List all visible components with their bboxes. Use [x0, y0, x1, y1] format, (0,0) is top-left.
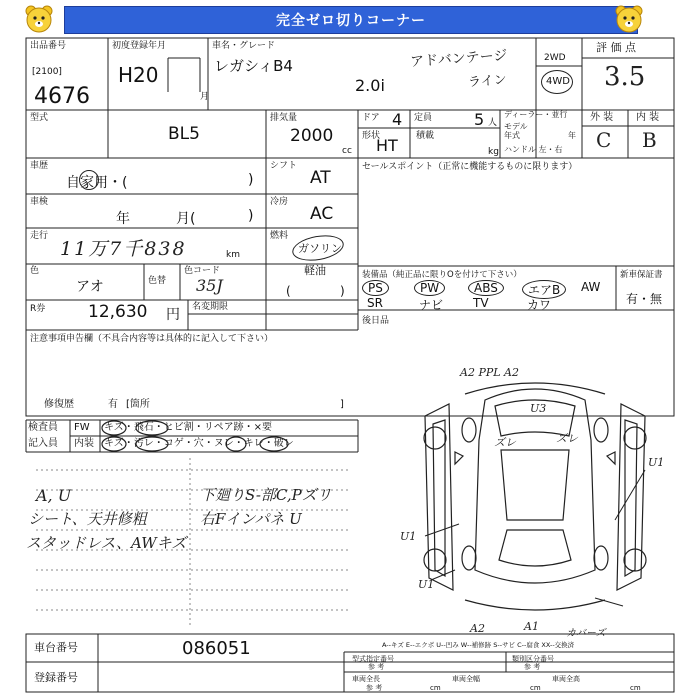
- fuel-paren: (: [286, 284, 291, 298]
- diagram-u3: U3: [530, 402, 547, 415]
- interior-label: 内 装: [636, 112, 660, 123]
- shaken-year: 年: [116, 211, 130, 227]
- mileage-handwritten: 11万7千838: [60, 238, 187, 260]
- grade-handwritten-2: ライン: [467, 72, 508, 91]
- doors-value: 4: [392, 110, 403, 129]
- month-unit: 月: [200, 92, 210, 102]
- diagram-a2-bottom: A2: [470, 622, 485, 635]
- history-value: 自家用・(: [66, 175, 128, 191]
- chassis-label: 車台番号: [34, 641, 78, 654]
- history-close: ): [248, 172, 254, 188]
- drive-2wd: 2WD: [544, 53, 566, 63]
- exterior-label: 外 装: [590, 112, 614, 123]
- exterior-items: キズ・飛石・ヒビ割・リペア跡・×要: [104, 422, 272, 433]
- color-value: アオ: [76, 279, 104, 295]
- shift-value: AT: [310, 168, 331, 188]
- reference-label-2: 参 考: [524, 663, 541, 671]
- equip-item-2: TV: [473, 296, 489, 310]
- interior-value: B: [642, 128, 657, 152]
- yen-unit: 円: [166, 307, 180, 323]
- home-circle-mark: [79, 170, 99, 190]
- color-change-label: 色替: [148, 276, 167, 286]
- year-value: H20: [118, 63, 159, 87]
- shape-label: 形状: [362, 131, 381, 141]
- model-label: 型式: [30, 113, 49, 123]
- sales-point-label: セールスポイント（正常に機能するものに限ります）: [362, 162, 578, 172]
- color-label: 色: [30, 266, 40, 276]
- diagram-zure-right: ズレ: [556, 432, 578, 445]
- kg-unit: kg: [488, 147, 499, 157]
- year-unit: 年: [568, 131, 576, 140]
- cm-unit-1: cm: [430, 684, 441, 692]
- model-year-label-2: 年式: [504, 131, 520, 140]
- grade-handwritten: アドバンテージ: [409, 47, 508, 71]
- shape-value: HT: [376, 136, 398, 155]
- doors-label: ドア: [362, 113, 380, 123]
- person-unit: 人: [488, 118, 498, 128]
- car-damage-diagram: [395, 360, 675, 630]
- equip-item-3: カワ: [527, 298, 552, 312]
- diagram-u1-lower: U1: [418, 578, 435, 591]
- car-name-value: レガシィB4: [214, 57, 293, 75]
- drive-4wd: 4WD: [546, 76, 570, 87]
- fw-label: FW: [74, 422, 90, 433]
- fuel-paren-close: ): [340, 284, 345, 298]
- repair-close: ]: [340, 399, 344, 410]
- load-label: 積載: [416, 131, 435, 141]
- recycle-value: 12,630: [88, 302, 148, 322]
- exterior-value: C: [596, 128, 612, 152]
- remark-left-1: A, U: [36, 486, 72, 505]
- lot-prefix: [2100]: [32, 67, 62, 77]
- shaken-label: 車検: [30, 197, 49, 207]
- capacity-label: 定員: [414, 113, 433, 123]
- repair-label: 修復歴: [44, 399, 74, 410]
- aircon-label: 冷房: [270, 197, 289, 207]
- diagram-top-labels: A2 PPL A2: [460, 366, 519, 379]
- type-designation-label: 型式指定番号: [352, 655, 394, 663]
- interior-label: 内装: [74, 438, 94, 449]
- recycle-label: R券: [30, 304, 46, 314]
- reference-label: 参 考: [368, 663, 385, 671]
- equip-item-2: ABS: [468, 280, 504, 296]
- repair-place: [箇所: [126, 399, 150, 410]
- score-label: 評 価 点: [596, 41, 636, 54]
- notes-label: 注意事項申告欄（不具合内容等は具体的に記入して下さい）: [30, 334, 274, 344]
- first-reg-label: 初度登録年月: [112, 41, 167, 51]
- length-label: 車両全長: [352, 675, 380, 683]
- displacement-text: 2.0i: [355, 76, 385, 95]
- equip-item-3: エアB: [522, 280, 566, 299]
- category-label: 類別区分番号: [512, 655, 554, 663]
- lot-label: 出品番号: [30, 41, 67, 51]
- interior-items: キズ・汚レ・コゲ・穴・ヌレ・キレ・破レ: [104, 438, 294, 449]
- handle-label: ハンドル 左・右: [504, 145, 563, 154]
- lot-number: 4676: [34, 84, 90, 109]
- inspector-label: 検査員: [28, 422, 58, 433]
- model-year-label: モデル: [504, 122, 528, 131]
- diagram-kaba-zu: カバーズ: [566, 628, 606, 639]
- warranty-value: 有・無: [626, 292, 663, 306]
- equip-item-0: SR: [367, 296, 383, 310]
- repair-value: 有: [108, 399, 118, 410]
- fuel-diesel: 軽油: [304, 264, 326, 277]
- color-code-label: 色コード: [184, 266, 221, 276]
- score-value: 3.5: [604, 62, 646, 92]
- reference-label-3: 参 考: [366, 684, 383, 692]
- remark-left-3: スタッドレス、AWキズ: [26, 534, 187, 552]
- banner-title: 完全ゼロ切りコーナー: [64, 6, 638, 34]
- car-name-label: 車名・グレード: [212, 41, 276, 51]
- diagram-u1-left: U1: [400, 530, 417, 543]
- equip-item-1: PW: [414, 280, 445, 296]
- plate-label: 登録番号: [34, 671, 78, 684]
- new-warranty-label: 新車保証書: [620, 270, 663, 280]
- equip-item-0: PS: [362, 280, 389, 296]
- shift-label: シフト: [270, 161, 298, 171]
- shaken-close: ): [248, 208, 254, 224]
- diagram-a1-bottom: A1: [524, 620, 539, 633]
- aircon-value: AC: [310, 204, 334, 224]
- displacement-value: 2000: [290, 126, 334, 146]
- width-label: 車両全幅: [452, 675, 480, 683]
- displacement-label: 排気量: [270, 113, 298, 123]
- fuel-label: 燃料: [270, 231, 289, 241]
- model-value: BL5: [168, 124, 200, 144]
- remark-right-2: 右Fインパネ U: [200, 510, 302, 528]
- name-change-label: 名変期限: [192, 302, 229, 312]
- diagram-u1-right: U1: [648, 456, 665, 469]
- history-label: 車歴: [30, 161, 49, 171]
- dealer-label: ディーラー・並行: [504, 110, 568, 119]
- chassis-value: 086051: [182, 638, 251, 659]
- shaken-month: 月(: [176, 211, 196, 227]
- inspection-circles: [100, 420, 358, 452]
- cc-unit: cc: [342, 146, 352, 156]
- diagram-zure-left: ズレ: [494, 436, 516, 449]
- mileage-label: 走行: [30, 231, 49, 241]
- capacity-value: 5: [474, 110, 485, 129]
- rear-seat-label: 後日品: [362, 316, 390, 326]
- equip-item-4: AW: [581, 280, 601, 294]
- color-code-value: 35J: [196, 276, 223, 295]
- cm-unit-3: cm: [630, 684, 641, 692]
- equip-item-1: ナビ: [419, 298, 444, 312]
- fuel-gas: ガソリン: [298, 242, 342, 255]
- equip-label: 装備品（純正品に限りOを付けて下さい）: [362, 270, 522, 280]
- height-label: 車両全高: [552, 675, 580, 683]
- recorder-label: 記入員: [28, 438, 58, 449]
- cm-unit-2: cm: [530, 684, 541, 692]
- remark-right-1: 下廻りS-部C,Pズリ: [200, 486, 332, 504]
- km-unit: km: [226, 250, 240, 260]
- diagram-legend: A--キズ E--エクボ U--凹み W--補修跡 S--サビ C--腐食 XX--交換済: [382, 641, 575, 649]
- remark-left-2: シート、天井修粗: [28, 510, 147, 528]
